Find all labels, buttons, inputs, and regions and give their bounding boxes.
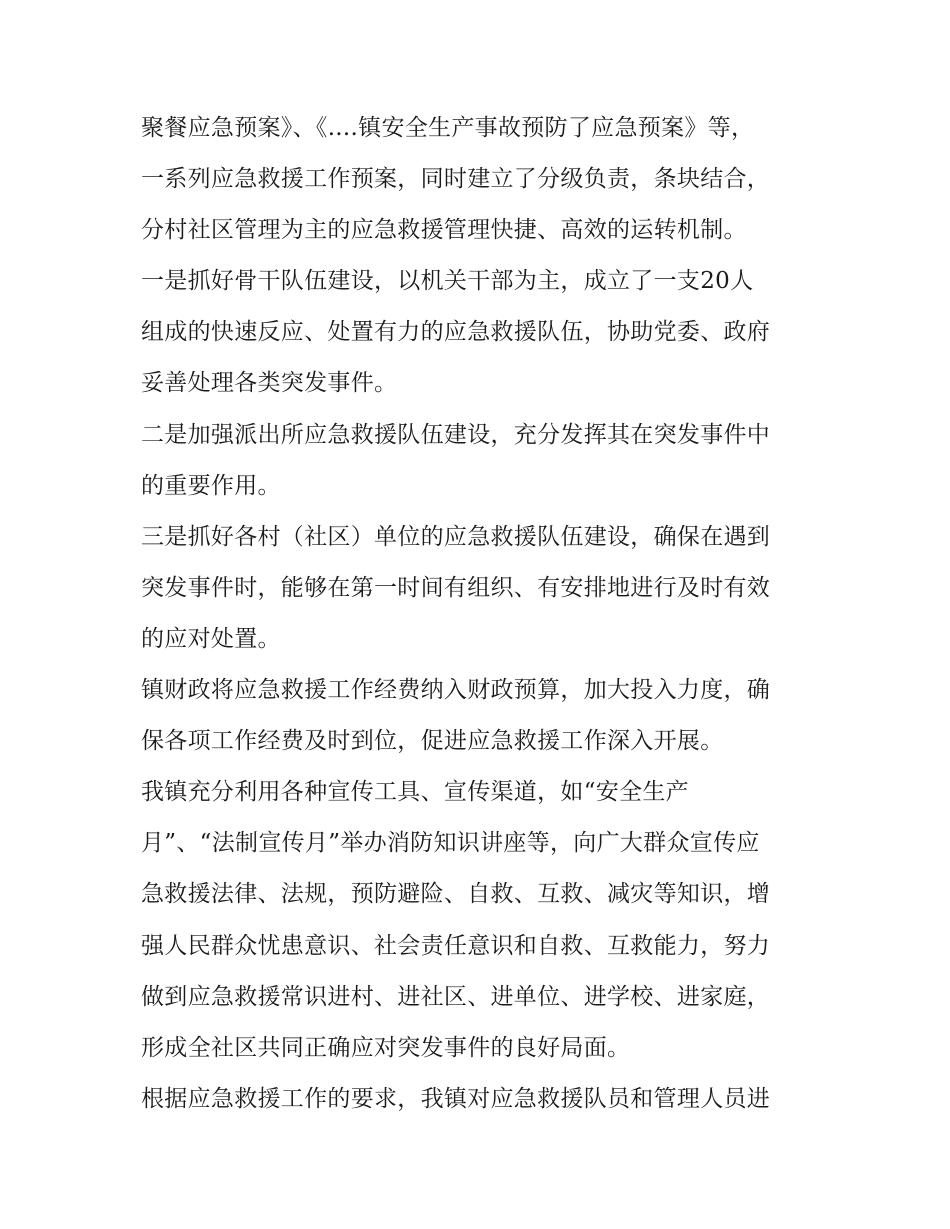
text-line: 的应对处置。 — [141, 625, 281, 652]
text-line: 月”、“法制宣传月”举办消防知识讲座等，向广大群众宣传应 — [141, 830, 760, 857]
text-line: 一是抓好骨干队伍建设，以机关干部为主，成立了一支20人 — [141, 268, 754, 295]
text-line: 做到应急救援常识进村、进社区、进单位、进学校、进家庭， — [141, 983, 771, 1010]
text-line: 镇财政将应急救援工作经费纳入财政预算，加大投入力度，确 — [141, 677, 771, 704]
text-line: 三是抓好各村（社区）单位的应急救援队伍建设，确保在遇到 — [141, 523, 771, 550]
text-line: 形成全社区共同正确应对突发事件的良好局面。 — [141, 1034, 631, 1061]
text-line: 二是加强派出所应急救援队伍建设，充分发挥其在突发事件中 — [141, 421, 771, 448]
text-line: 组成的快速反应、处置有力的应急救援队伍，协助党委、政府 — [141, 319, 771, 346]
text-line: 一系列应急救援工作预案，同时建立了分级负责，条块结合， — [141, 166, 771, 193]
text-line: 急救援法律、法规，预防避险、自救、互救、减灾等知识，增 — [141, 881, 771, 908]
text-line: 妥善处理各类突发事件。 — [141, 370, 398, 397]
text-line: 根据应急救援工作的要求，我镇对应急救援队员和管理人员进 — [141, 1085, 771, 1112]
text-line: 保各项工作经费及时到位，促进应急救援工作深入开展。 — [141, 728, 724, 755]
text-line: 分村社区管理为主的应急救援管理快捷、高效的运转机制。 — [141, 217, 747, 244]
text-line: 我镇充分利用各种宣传工具、宣传渠道，如“安全生产 — [141, 779, 689, 806]
text-line: 突发事件时，能够在第一时间有组织、有安排地进行及时有效 — [141, 574, 771, 601]
text-line: 聚餐应急预案》、《....镇安全生产事故预防了应急预案》等， — [141, 115, 755, 141]
document-body — [141, 103, 821, 1125]
text-line: 强人民群众忧患意识、社会责任意识和自救、互救能力，努力 — [141, 932, 771, 959]
text-line: 的重要作用。 — [141, 472, 281, 499]
